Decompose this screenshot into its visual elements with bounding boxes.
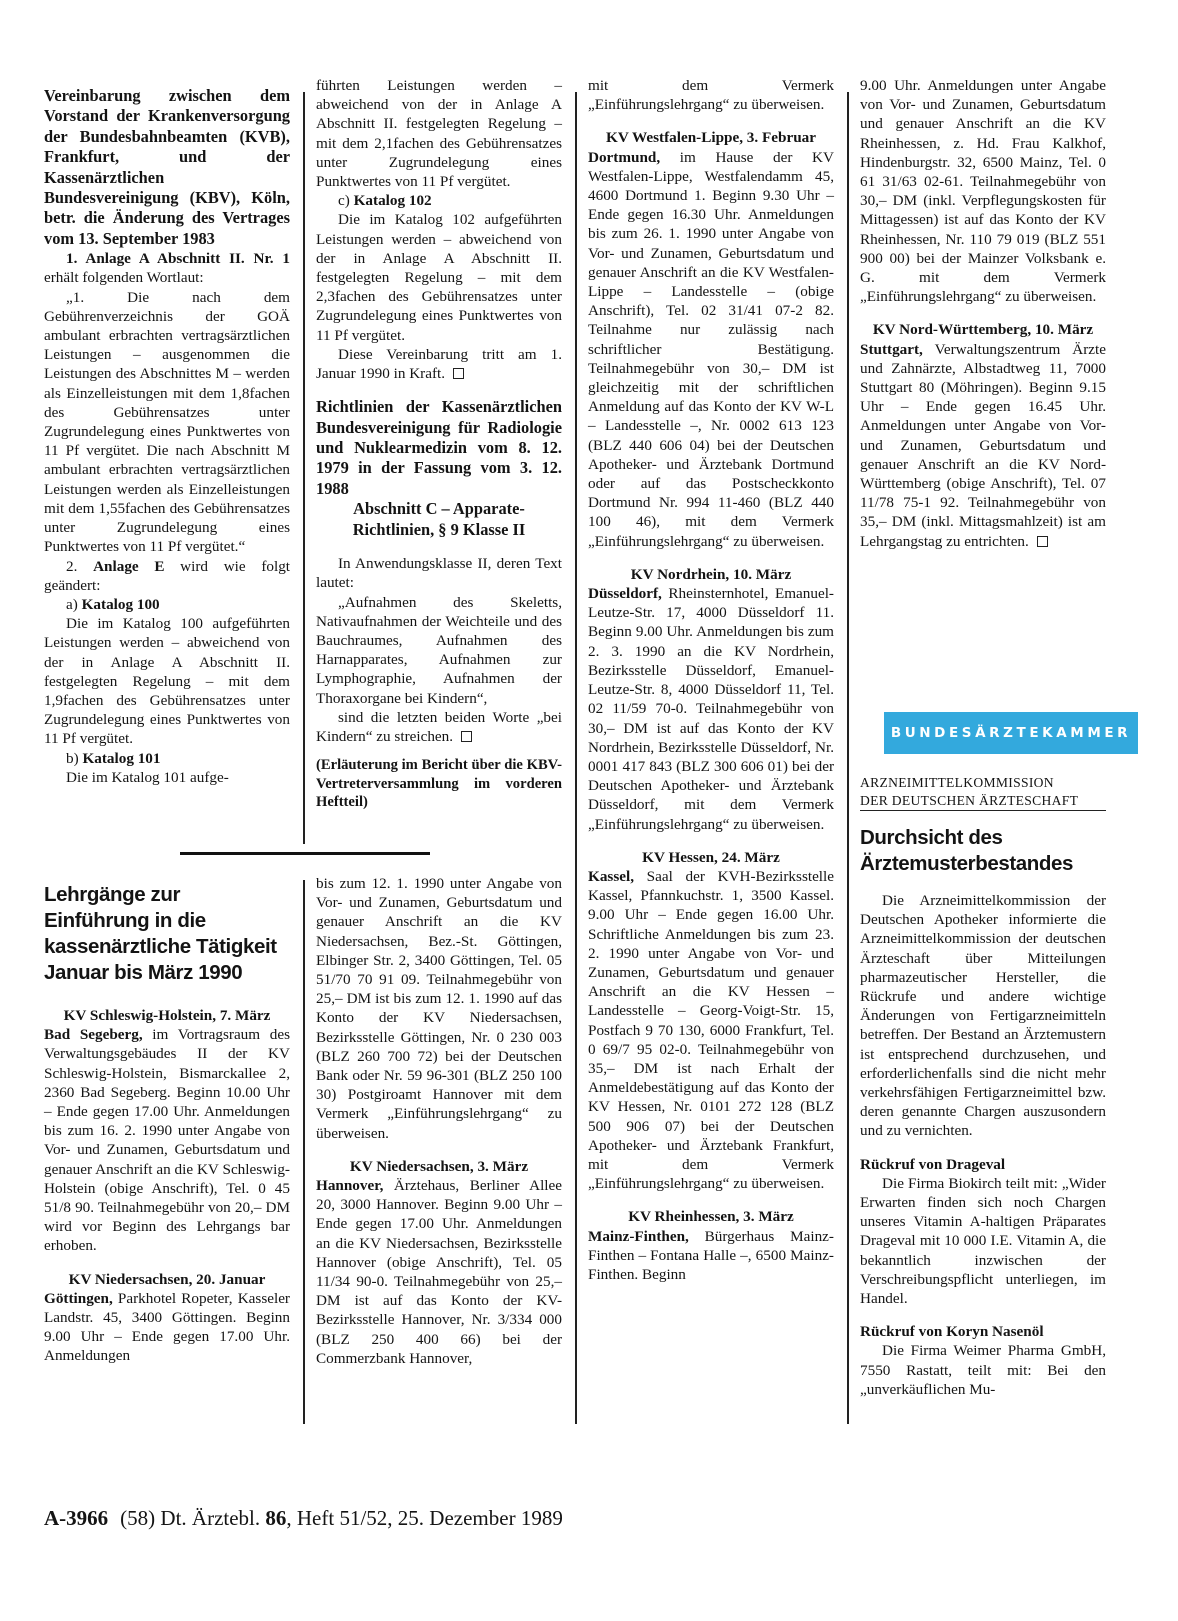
section-rule (180, 852, 430, 855)
katalog-101-label: b) Katalog 101 (66, 749, 161, 767)
course-goettingen-text: Göttingen, Parkhotel Ropeter, Kasseler Landstr. 45, 3400 Göttingen. Beginn 9.00 Uhr – Ende gegen 17.00 Uhr. Anmeldungen (44, 1289, 290, 1365)
column-3 (588, 76, 834, 1284)
katalog-100-text: Die im Katalog 100 aufgeführten Leistungen werden – abweichend von der in Anlage A Abschnitt II. festgelegten Regelung – mit dem 1,9fachen des Gebührensatzes unter Zugrundelegung eines Punktwertes von 11 Pf vergütet. (44, 615, 290, 748)
article-title: Durchsicht des Ärztemusterbestandes (860, 826, 1074, 875)
column-divider-2 (303, 880, 305, 1424)
column-2-top (316, 76, 562, 812)
guidelines-note: (Erläuterung im Bericht über die KBV-Vertreterversammlung im vorderen Heftteil) (316, 757, 562, 811)
bundesaerztekammer-banner: BUNDESÄRZTEKAMMER (884, 712, 1138, 754)
katalog-102-label: c) Katalog 102 (338, 192, 432, 210)
end-mark-icon (461, 731, 472, 742)
column-divider-4 (847, 92, 849, 1424)
katalog-100-label: a) Katalog 100 (66, 595, 160, 613)
guidelines-intro: In Anwendungsklasse II, deren Text lautet: (316, 555, 562, 592)
course-schleswig-holstein-text: Bad Segeberg, im Vortragsraum des Verwaltungsgebäudes II der KV Schleswig-Holstein, Bismarckallee 2, 2360 Bad Segeberg. Beginn 10.00 Uhr – Ende gegen 17.00 Uhr. Anmeldungen bis zum 16. 2. 1990 unter Angabe von Vor- und Zunamen, Geburtsdatum und genauer Anschrift an die KV Schleswig-Holstein (obige Anschrift), Tel. 0 45 51/8 90. Teilnahmegebühr von 20,– DM wird vor Beginn des Lehrgangs bar erhoben. (44, 1026, 290, 1255)
katalog-102-text: Die im Katalog 102 aufgeführten Leistungen werden – abweichend von der in Anlage A Abschnitt II. festgelegten Regelung – mit dem 2,3fachen des Gebührensatzes unter Zugrundelegung eines Punktwertes von 11 Pf vergütet. (316, 211, 562, 344)
recall-koryn-text: Die Firma Weimer Pharma GmbH, 7550 Rastatt, teilt mit: Bei den „unverkäuflichen Mu- (860, 1342, 1106, 1398)
recall-koryn-heading: Rückruf von Koryn Nasenöl (860, 1323, 1044, 1341)
course-hessen-text: Kassel, Saal der KVH-Bezirksstelle Kassel, Pfannkuchstr. 1, 3500 Kassel. 9.00 Uhr – Ende gegen 16.00 Uhr. Schriftliche Anmeldungen bis zum 23. 2. 1990 unter Angabe von Vor- und Zunamen, Geburtsdatum und genauer Anschrift an die KV Hessen – Landesstelle – Georg-Voigt-Str. 15, Postfach 9 70 130, 6000 Frankfurt, Tel. 0 69/7 95 02-0. Teilnahmegebühr von 35,– DM ist nach Erhalt der Anmeldebestätigung auf das Konto der KV Hessen, Nr. 0101 272 128 (BLZ 500 906 07) bei der Deutschen Apotheker- und Ärztebank Frankfurt, mit dem Vermerk „Einführungslehrgang“ zu überweisen. (588, 867, 834, 1193)
article-body: Die Arzneimittelkommission der Deutschen Apotheker informierte die Arzneimittelkommission der deutschen Ärzteschaft über Mitteilungen pharmazeutischer Hersteller, die Rückrufe und andere wichtige Änderungen von Fertigarzneimitteln betreffen. Der Bestand an Ärztemustern ist entsprechend durchzusehen, und erforderlichenfalls sind die nicht mehr verkehrsfähigen Fertigarzneimittel bzw. deren genannte Chargen auszusondern und zu vernichten. (860, 892, 1106, 1140)
recall-drageval-heading: Rückruf von Drageval (860, 1155, 1006, 1173)
issue-citation-suffix: , Heft 51/52, 25. Dezember 1989 (286, 1506, 563, 1530)
page-footer (44, 1506, 563, 1530)
agreement-item-1: 1. Anlage A Abschnitt II. Nr. 1 erhält folgenden Wortlaut: (44, 250, 290, 287)
katalog-101-continued: führten Leistungen werden – abweichend von der in Anlage A Abschnitt II. festgelegten Regelung – mit dem 2,1fachen des Gebührensatzes unter Zugrundelegung eines Punktwertes von 11 Pf vergütet. (316, 77, 562, 191)
column-4 (860, 76, 1106, 551)
course-goettingen-continued: bis zum 12. 1. 1990 unter Angabe von Vor- und Zunamen, Geburtsdatum und genauer Anschrift an die KV Niedersachsen, Bez.-St. Göttingen, Elbinger Str. 2, 3400 Göttingen, Tel. 05 51/70 70 91 09. Teilnahmegebühr von 25,– DM ist bis zum 12. 1. 1990 auf das Konto der KV Niedersachsen, Bezirksstelle Göttingen, Nr. 0 230 003 (BLZ 260 700 72) bei der Deutschen Bank oder Nr. 59 96-301 (BLZ 250 100 30) Postgiroamt Hannover mit dem Vermerk „Einführungslehrgang“ zu überweisen. (316, 875, 562, 1142)
column-1-top (44, 86, 290, 787)
column-divider-1 (303, 92, 305, 844)
course-hannover-continued: mit dem Vermerk „Einführungslehrgang“ zu überweisen. (588, 77, 834, 114)
course-rheinhessen-title: KV Rheinhessen, 3. März (628, 1208, 794, 1226)
courses-title: Lehrgänge zur Einführung in die kassenärztliche Tätigkeit Januar bis März 1990 (44, 883, 277, 984)
end-mark-icon (453, 368, 464, 379)
page-number: A-3966 (44, 1506, 109, 1530)
course-hannover-text: Hannover, Ärztehaus, Berliner Allee 20, 3000 Hannover. Beginn 9.00 Uhr – Ende gegen 17.00 Uhr. Anmeldungen an die KV Niedersachsen, Bezirksstelle Hannover (obige Anschrift), Tel. 05 11/34 90-0. Teilnahmegebühr von 25,– DM ist auf das Konto der KV-Bezirksstelle Hannover, Nr. 3/334 000 (BLZ 250 400 66) bei der Commerzbank Hannover, (316, 1177, 562, 1367)
course-hessen-title: KV Hessen, 24. März (642, 848, 780, 866)
end-mark-icon (1037, 536, 1048, 547)
column-2-bottom (316, 874, 562, 1368)
guidelines-subheading: Abschnitt C – Apparate-Richtlinien, § 9 Klasse II (352, 499, 526, 539)
course-rheinhessen-text: Mainz-Finthen, Bürgerhaus Mainz-Finthen – Fontana Halle –, 6500 Mainz-Finthen. Beginn (588, 1227, 834, 1283)
agreement-heading: Vereinbarung zwischen dem Vorstand der Krankenversorgung der Bundesbahnbeamten (KVB), Frankfurt, und der Kassenärztlichen Bundesvereinigung (KBV), Köln, betr. die Änderung des Vertrages vom 13. September 1983 (44, 86, 290, 248)
issue-citation-prefix: (58) Dt. Ärztebl. (120, 1506, 266, 1530)
volume-number: 86 (265, 1506, 287, 1530)
guidelines-quote: „Aufnahmen des Skeletts, Nativaufnahmen der Weichteile und des Bauchraumes, Aufnahmen des Harnapparates, Aufnahmen zur Lymphographie, Aufnahmen der Thoraxorgane bei Kindern“, (316, 593, 562, 707)
agreement-item-2: 2. Anlage E wird wie folgt geändert: (44, 557, 291, 594)
guidelines-amendment: sind die letzten beiden Worte „bei Kindern“ zu streichen. (316, 708, 562, 745)
course-westfalen-lippe-text: Dortmund, im Hause der KV Westfalen-Lippe, Westfalendamm 45, 4600 Dortmund 1. Beginn 9.30 Uhr – Ende gegen 16.30 Uhr. Anmeldungen bis zum 26. 1. 1990 unter Angabe von Vor- und Zunamen, Geburtsdatum und genauer Anschrift an die KV Westfalen-Lippe – Landesstelle – (obige Anschrift), Tel. 02 31/41 07-2 82. Teilnahme nur zulässig nach schriftlicher Bestätigung. Teilnahmegebühr von 30,– DM ist gleichzeitig mit der schriftlichen Anmeldung auf das Konto der KV W-L – Landesstelle –, Nr. 0002 613 123 (BLZ 440 606 04) bei der Deutschen Apotheker- und Ärztebank Dortmund oder auf das Postscheckkonto Dortmund Nr. 994 11-460 (BLZ 440 100 46), mit dem Vermerk „Einführungslehrgang“ zu überweisen. (588, 148, 834, 550)
agreement-quote-1: „1. Die nach dem Gebührenverzeichnis der GOÄ ambulant erbrachten vertragsärztlichen Leistungen – ausgenommen die Leistungen des Abschnittes M – werden als Einzelleistungen mit dem 1,8fachen des Gebührensatzes unter Zugrundelegung eines Punktwertes von 11 Pf vergütet. Die nach Abschnitt M ambulant erbrachten vertragsärztlichen Leistungen werden als Einzelleistungen mit dem 1,55fachen des Gebührensatzes unter Zugrundelegung eines Punktwertes von 11 Pf vergütet.“ (44, 288, 290, 556)
agreement-closing: Diese Vereinbarung tritt am 1. Januar 1990 in Kraft. (316, 345, 562, 383)
recall-drageval-text: Die Firma Biokirch teilt mit: „Wider Erwarten finden sich noch Chargen unseres Vitamin A-haltigen Präparates Drageval mit 10 000 I.E. Vitamin A, die bekanntlich inzwischen der Verschreibungspflicht unterliegen, im Handel. (860, 1174, 1106, 1308)
katalog-101-text: Die im Katalog 101 aufge- (66, 768, 229, 786)
course-nord-wuerttemberg-title: KV Nord-Württemberg, 10. März (872, 321, 1094, 339)
course-goettingen-title: KV Niedersachsen, 20. Januar (68, 1270, 266, 1288)
course-schleswig-holstein-title: KV Schleswig-Holstein, 7. März (63, 1007, 271, 1024)
kicker-line-2: DER DEUTSCHEN ÄRZTESCHAFT (860, 792, 1106, 811)
course-nord-wuerttemberg-text: Stuttgart, Verwaltungszentrum Ärzte und Zahnärzte, Albstadtweg 11, 7000 Stuttgart 80 (Möhringen). Beginn 9.15 Uhr – Ende gegen 16.45 Uhr. Anmeldungen unter Angabe von Vor- und Zunamen, Geburtsdatum und genauer Anschrift an die KV Nord-Württemberg (obige Anschrift), Tel. 07 11/78 75-1 92. Teilnahmegebühr von 35,– DM (inkl. Mittagsmahlzeit) ist am Lehrgangstag zu entrichten. (860, 340, 1106, 550)
course-westfalen-lippe-title: KV Westfalen-Lippe, 3. Februar (606, 129, 816, 147)
column-1-bottom (44, 882, 290, 1366)
course-nordrhein-text: Düsseldorf, Rheinsternhotel, Emanuel-Leutze-Str. 17, 4000 Düsseldorf 11. Beginn 9.00 Uhr. Anmeldungen bis zum 2. 3. 1990 an die KV Nordrhein, Bezirksstelle Düsseldorf, Emanuel-Leutze-Str. 8, 4000 Düsseldorf 11, Tel. 02 11/59 70-0. Teilnahmegebühr von 30,– DM ist auf das Konto der KV Nordrhein, Bezirksstelle Düsseldorf, Nr. 0001 417 843 (BLZ 300 606 01) bei der Deutschen Apotheker- und Ärztebank Düsseldorf, mit dem Vermerk „Einführungslehrgang“ zu überweisen. (588, 585, 834, 833)
column-4-lower (860, 774, 1106, 1399)
guidelines-heading: Richtlinien der Kassenärztlichen Bundesvereinigung für Radiologie und Nuklearmedizin vom 8. 12. 1979 in der Fassung vom 3. 12. 1988 (316, 397, 562, 498)
column-divider-3 (575, 92, 577, 1424)
course-hannover-title: KV Niedersachsen, 3. März (349, 1157, 529, 1175)
course-nordrhein-title: KV Nordrhein, 10. März (630, 565, 792, 583)
course-rheinhessen-continued: 9.00 Uhr. Anmeldungen unter Angabe von Vor- und Zunamen, Geburtsdatum und genauer Anschrift an die KV Rheinhessen, z. Hd. Frau Kalkhof, Hindenburgstr. 32, 6500 Mainz, Tel. 0 61 31/63 02-61. Teilnahmegebühr von 30,– DM (inkl. Verpflegungskosten für Mittagessen) ist auf das Konto der KV Rheinhessen, Nr. 110 79 019 (BLZ 551 900 00) bei der Mainzer Volksbank e. G. mit dem Vermerk „Einführungslehrgang“ zu überweisen. (860, 77, 1106, 306)
kicker-line-1: ARZNEIMITTELKOMMISSION (860, 775, 1054, 790)
